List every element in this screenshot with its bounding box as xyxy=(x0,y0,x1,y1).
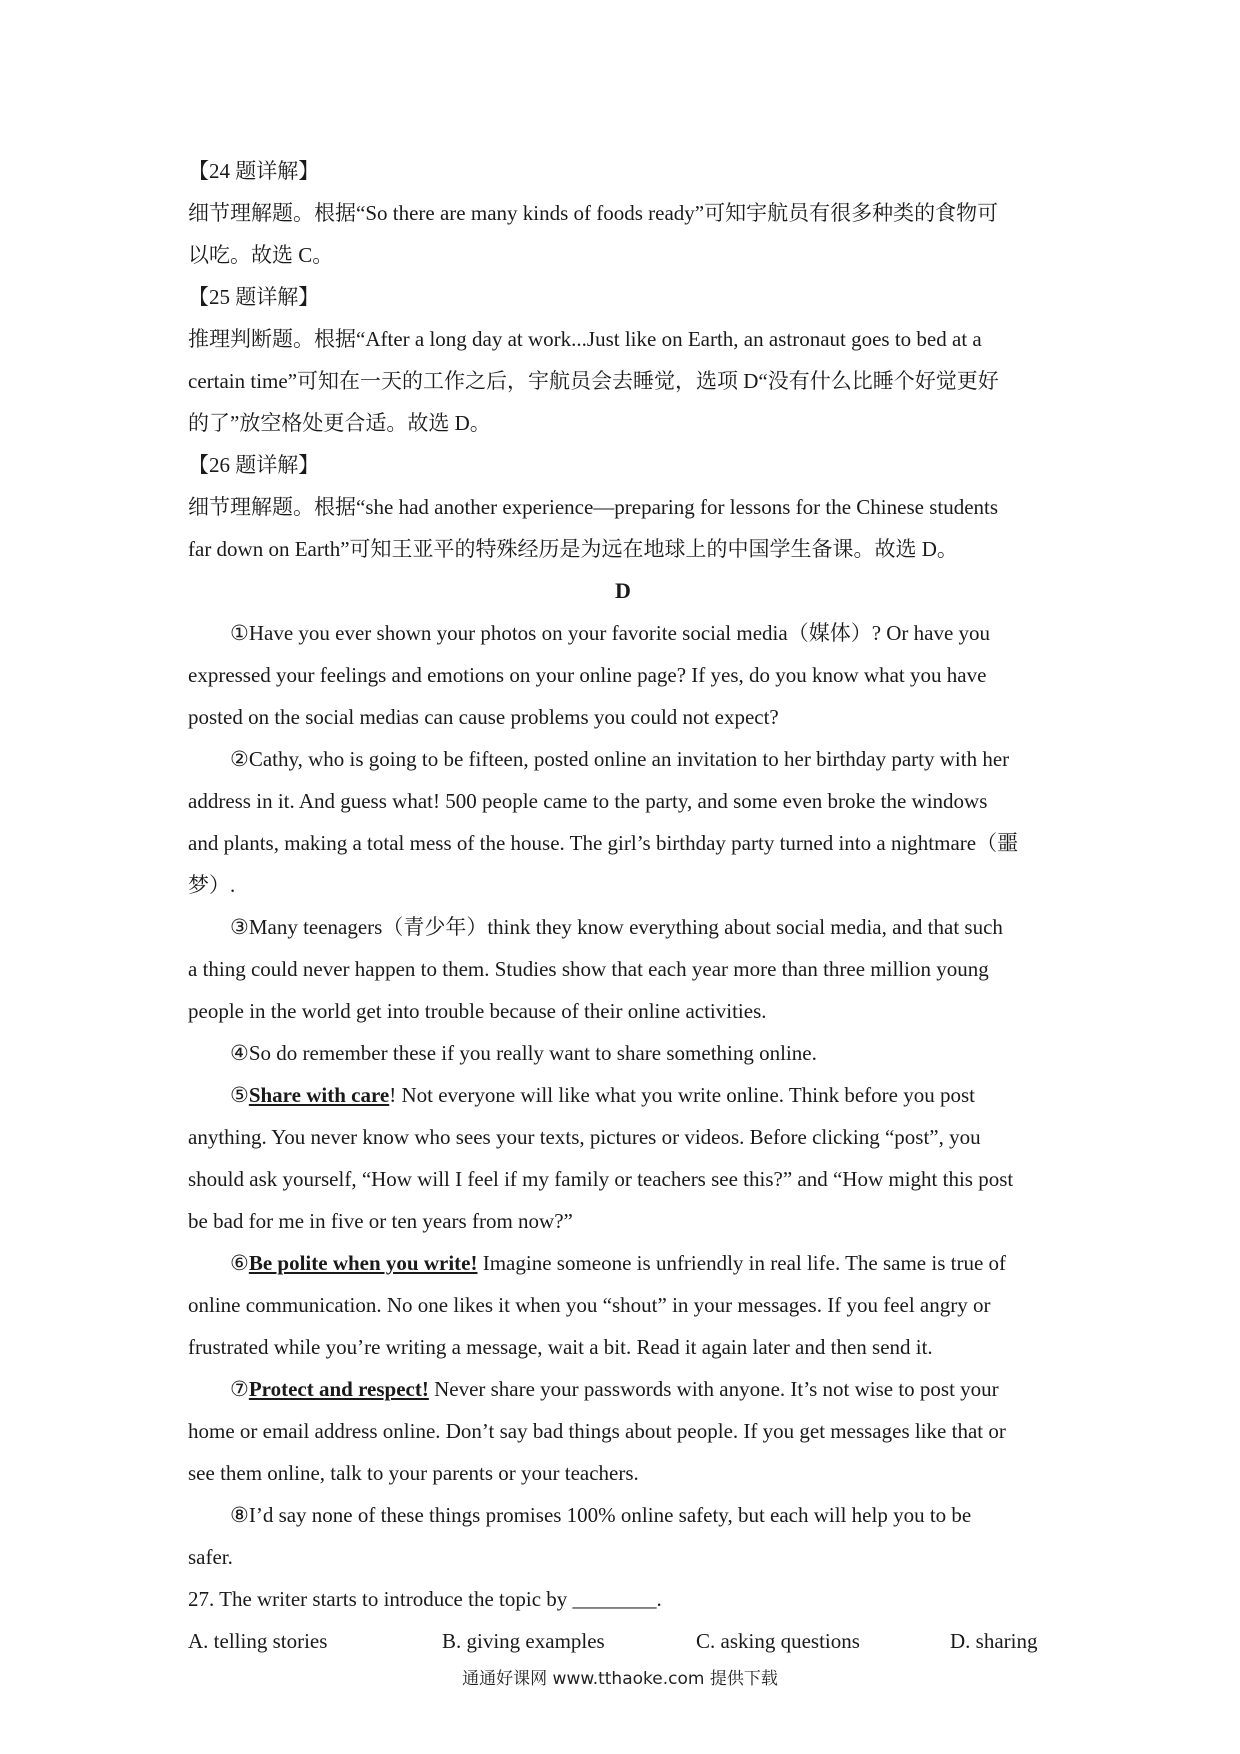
paragraph-line: see them online, talk to your parents or your teachers. xyxy=(188,1461,639,1485)
paragraph-text: Never share your passwords with anyone. It’s not wise to post your xyxy=(428,1377,999,1401)
option-c: C. asking questions xyxy=(696,1629,860,1653)
paragraph-line: 梦）. xyxy=(188,873,236,897)
paragraph-5 xyxy=(188,1074,1058,1242)
paragraph-first-line xyxy=(188,1074,1058,1116)
paragraph-number: ⑤ xyxy=(230,1083,249,1107)
paragraph-6 xyxy=(188,1242,1058,1368)
answer-26 xyxy=(188,444,1058,570)
paragraph-text: Imagine someone is unfriendly in real life. The same is true of xyxy=(477,1251,1007,1275)
paragraph-line: should ask yourself, “How will I feel if my family or teachers see this?” and “How might this post xyxy=(188,1167,1014,1191)
paragraph-number: ⑥ xyxy=(230,1251,249,1275)
tip-heading: Protect and respect! xyxy=(248,1377,429,1401)
paragraph-7 xyxy=(188,1368,1058,1494)
paragraph-line: be bad for me in five or ten years from now?” xyxy=(188,1209,573,1233)
answer-heading: 【26 题详解】 xyxy=(188,453,320,477)
answer-line: 推理判断题。根据“After a long day at work...Just like on Earth, an astronaut goes to bed at a xyxy=(188,327,982,351)
paragraph-3 xyxy=(188,906,1058,1032)
paragraph-line: people in the world get into trouble because of their online activities. xyxy=(188,999,767,1023)
paragraph-line: safer. xyxy=(188,1545,233,1569)
paragraph-line: frustrated while you’re writing a message, wait a bit. Read it again later and then send it. xyxy=(188,1335,933,1359)
paragraph-1 xyxy=(188,612,1058,738)
paragraph-4 xyxy=(188,1032,1058,1074)
paragraph-text: ! Not everyone will like what you write online. Think before you post xyxy=(389,1083,975,1107)
answer-25 xyxy=(188,276,1058,444)
answer-line: 以吃。故选 C。 xyxy=(188,243,334,267)
answer-line: 的了”放空格处更合适。故选 D。 xyxy=(188,411,491,435)
tip-heading: Be polite when you write! xyxy=(248,1251,478,1275)
answer-line: certain time”可知在一天的工作之后，宇航员会去睡觉，选项 D“没有什么比睡个好觉更好 xyxy=(188,369,999,393)
option-b: B. giving examples xyxy=(442,1629,605,1653)
paragraph-line: ③Many teenagers（青少年）think they know everything about social media, and that such xyxy=(230,915,1003,939)
paragraph-8 xyxy=(188,1494,1058,1578)
page-footer: 通通好课网 www.tthaoke.com 提供下载 xyxy=(462,1669,778,1689)
paragraph-line: posted on the social medias can cause problems you could not expect? xyxy=(188,705,779,729)
paragraph-2 xyxy=(188,738,1058,906)
passage-title: D xyxy=(615,578,631,603)
paragraph-line: a thing could never happen to them. Studies show that each year more than three million young xyxy=(188,957,989,981)
option-d: D. sharing xyxy=(950,1629,1038,1653)
answer-heading: 【25 题详解】 xyxy=(188,285,320,309)
document-page xyxy=(188,150,1058,1662)
paragraph-line: anything. You never know who sees your texts, pictures or videos. Before clicking “post”, you xyxy=(188,1125,981,1149)
answer-line: 细节理解题。根据“So there are many kinds of foods ready”可知宇航员有很多种类的食物可 xyxy=(188,201,999,225)
option-a: A. telling stories xyxy=(188,1629,328,1653)
paragraph-first-line xyxy=(188,1368,1058,1410)
paragraph-number: ⑦ xyxy=(230,1377,249,1401)
answer-line: far down on Earth”可知王亚平的特殊经历是为远在地球上的中国学生备课。故选 D。 xyxy=(188,537,958,561)
paragraph-line: and plants, making a total mess of the house. The girl’s birthday party turned into a nightmare（噩 xyxy=(188,831,1019,855)
answer-line: 细节理解题。根据“she had another experience—preparing for lessons for the Chinese students xyxy=(188,495,999,519)
paragraph-line: ①Have you ever shown your photos on your favorite social media（媒体）? Or have you xyxy=(230,621,991,645)
question-options xyxy=(188,1620,1058,1662)
tip-heading: Share with care xyxy=(248,1083,390,1107)
answer-heading: 【24 题详解】 xyxy=(188,159,320,183)
paragraph-line: expressed your feelings and emotions on your online page? If yes, do you know what you have xyxy=(188,663,987,687)
paragraph-line: ⑧I’d say none of these things promises 100% online safety, but each will help you to be xyxy=(230,1503,972,1527)
paragraph-line: address in it. And guess what! 500 people came to the party, and some even broke the windows xyxy=(188,789,988,813)
question-stem: 27. The writer starts to introduce the topic by ________. xyxy=(188,1587,662,1611)
answer-24 xyxy=(188,150,1058,276)
paragraph-line: ④So do remember these if you really want to share something online. xyxy=(230,1041,817,1065)
paragraph-line: home or email address online. Don’t say bad things about people. If you get messages like that or xyxy=(188,1419,1006,1443)
paragraph-line: online communication. No one likes it when you “shout” in your messages. If you feel angry or xyxy=(188,1293,991,1317)
paragraph-first-line xyxy=(188,1242,1058,1284)
paragraph-line: ②Cathy, who is going to be fifteen, posted online an invitation to her birthday party with her xyxy=(230,747,1010,771)
